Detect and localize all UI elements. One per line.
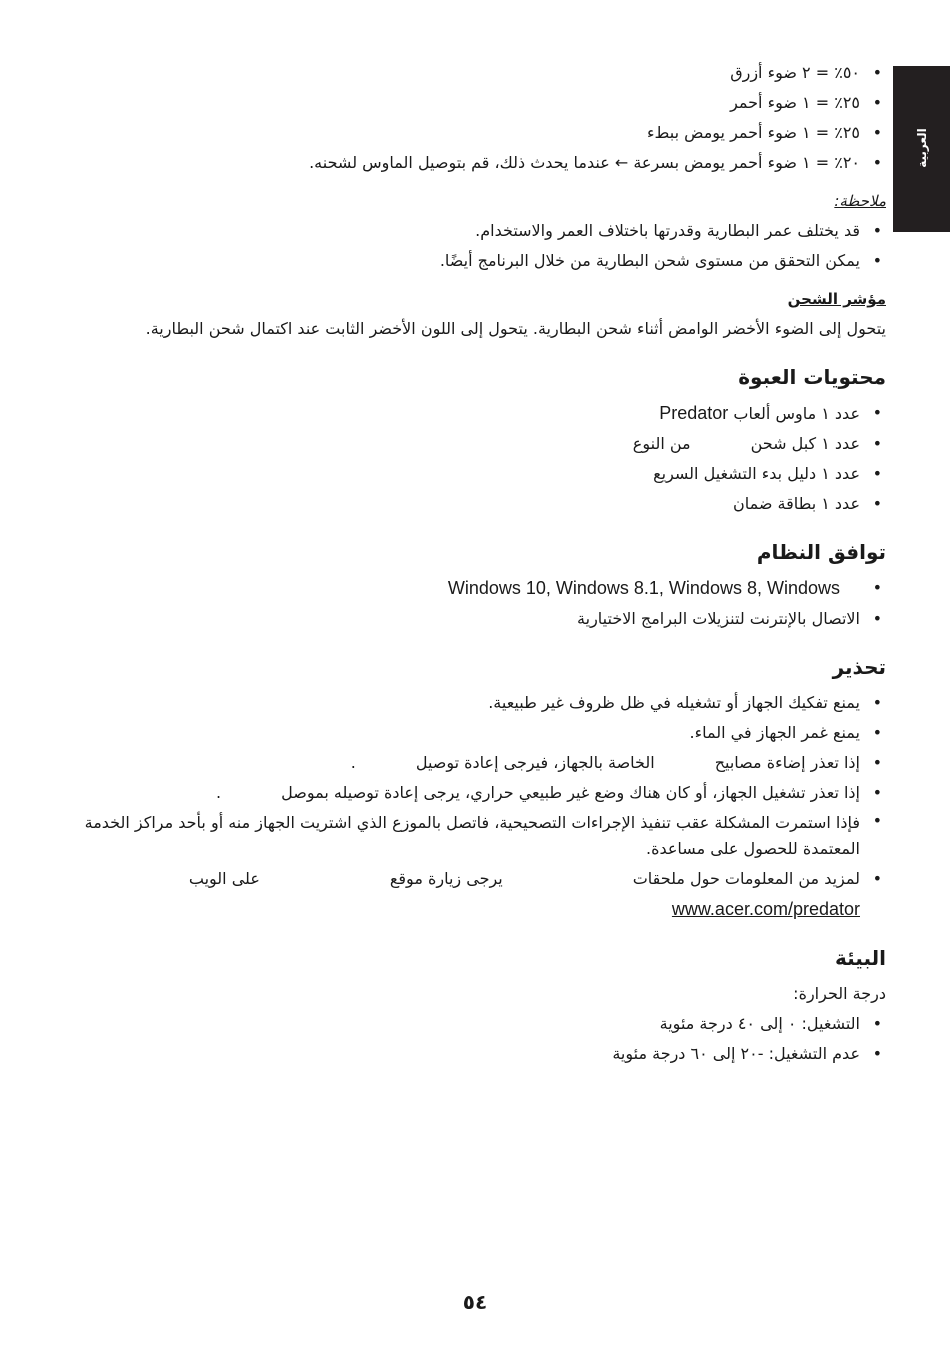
list-item: • الاتصال بالإنترنت لتنزيلات البرامج الاختيارية (70, 604, 886, 634)
environment-list (70, 1009, 886, 1069)
list-item (70, 864, 886, 925)
note-heading: ملاحظة: (834, 192, 886, 210)
charge-indicator-text: يتحول إلى الضوء الأخضر الوامض أثناء شحن البطارية. يتحول إلى اللون الأخضر الثابت عند اكتمال شحن البطارية. (145, 319, 886, 338)
list-item-mid: الخاصة بالجهاز، فيرجى إعادة توصيل (415, 753, 655, 772)
list-item (70, 398, 886, 429)
list-item-mid: يرجى زيارة موقع (389, 869, 503, 888)
package-contents-list (70, 398, 886, 519)
list-item-tail: . (350, 753, 356, 772)
list-item-text: لمزيد من المعلومات حول ملحقات (632, 869, 860, 888)
system-compatibility-heading: توافق النظام (756, 540, 886, 564)
list-item: • عدم التشغيل: -٢٠ إلى ٦٠ درجة مئوية (70, 1039, 886, 1069)
list-item: • فإذا استمرت المشكلة عقب تنفيذ الإجراءات التصحيحية، فاتصل بالموزع الذي اشتريت الجهاز منه أو بأحد مراكز الخدمة المعتمدة للحصول على مساعدة. (70, 808, 886, 864)
led-status-list (70, 58, 886, 178)
list-item: • يمكن التحقق من مستوى شحن البطارية من خلال البرنامج أيضًا. (70, 246, 886, 276)
list-item-tail: . (216, 783, 222, 802)
list-item: • عدد ١ بطاقة ضمان (70, 489, 886, 519)
package-contents-heading: محتويات العبوة (738, 365, 886, 389)
list-item: • ٢٥٪ = ١ ضوء أحمر (70, 88, 886, 118)
list-item (70, 778, 886, 808)
list-item-tail: على الويب (188, 869, 260, 888)
list-item: • عدد ١ دليل بدء التشغيل السريع (70, 459, 886, 489)
os-versions: Windows 10, Windows 8.1, Windows 8, Windows (447, 578, 840, 598)
acer-website-link[interactable]: www.acer.com/predator (671, 899, 860, 919)
list-item: • ٢٥٪ = ١ ضوء أحمر يومض ببطء (70, 118, 886, 148)
warning-heading: تحذير (832, 655, 886, 679)
page-number: ٥٤ (462, 1290, 488, 1314)
system-compatibility-list (70, 573, 886, 634)
list-item (70, 429, 886, 459)
list-item-text: عدد ١ ماوس ألعاب (728, 404, 860, 423)
page-content (70, 58, 886, 1069)
list-item: • ٢٠٪ = ١ ضوء أحمر يومض بسرعة ← عندما يحدث ذلك، قم بتوصيل الماوس لشحنه. (70, 148, 886, 178)
list-item: • التشغيل: ٠ إلى ٤٠ درجة مئوية (70, 1009, 886, 1039)
list-item-text: عدد ١ كبل شحن (750, 434, 860, 453)
list-item (70, 748, 886, 778)
note-list (70, 216, 886, 276)
list-item-text: إذا تعذر إضاءة مصابيح (714, 753, 860, 772)
charge-indicator-heading: مؤشر الشحن (787, 290, 886, 308)
brand-name: Predator (659, 403, 729, 423)
list-item: • يمنع غمر الجهاز في الماء. (70, 718, 886, 748)
list-item-text: إذا تعذر تشغيل الجهاز، أو كان هناك وضع غير طبيعي حراري، يرجى إعادة توصيله بموصل (281, 783, 860, 802)
list-item: • يمنع تفكيك الجهاز أو تشغيله في ظل ظروف غير طبيعية. (70, 688, 886, 718)
warning-list (70, 688, 886, 925)
language-tab-label: العربية (914, 128, 929, 168)
list-item (70, 573, 886, 604)
list-item: • ٥٠٪ = ٢ ضوء أزرق (70, 58, 886, 88)
list-item: • قد يختلف عمر البطارية وقدرتها باختلاف العمر والاستخدام. (70, 216, 886, 246)
temperature-label: درجة الحرارة: (793, 984, 886, 1003)
list-item-tail: من النوع (632, 434, 691, 453)
environment-heading: البيئة (835, 946, 886, 970)
language-side-tab (893, 66, 950, 232)
